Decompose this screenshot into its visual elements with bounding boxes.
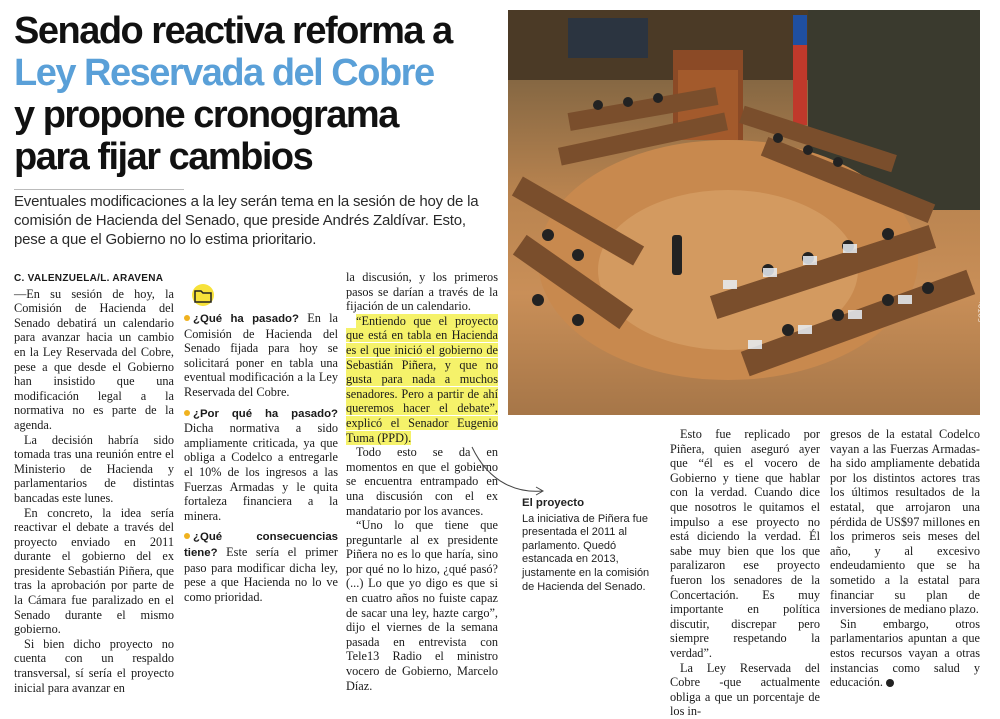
end-mark-icon (886, 679, 894, 687)
bullet-icon (184, 410, 190, 416)
qa-item (184, 311, 338, 400)
paragraph-text: Sin embargo, otros parlamentarios apuntan a que estos recursos vayan a otras instancias como salud y educación. (830, 616, 980, 690)
headline (14, 10, 504, 178)
paragraph (830, 617, 980, 690)
qa-question: ¿Qué ha pasado? (193, 313, 299, 325)
headline-line-3: y propone cronograma (14, 94, 398, 136)
paragraph: La decisión habría sido tomada tras una reunión entre el Ministerio de Hacienda y parlamentarios de distintas bancadas este lunes. (14, 432, 174, 505)
photo-illustration (508, 10, 980, 415)
callout-arrow-icon (470, 445, 550, 500)
quote-highlight: “Entiendo que el proyecto que está en tabla en Hacienda es el que inició el gobierno de Sebastián Piñera, y que no gusta para nada a muchos senadores. Pero a partir de ahí queremos hacer el debate”, explicó el Senador Eugenio Tuma (PPD). (346, 313, 498, 445)
qa-item (184, 529, 338, 604)
article-column-5 (670, 427, 820, 719)
article-column-6 (830, 427, 980, 690)
paragraph: En concreto, la idea sería reactivar el debate a través del proyecto enviado en 2011 durante el gobierno del ex presidente Sebastián Piñera, que tras la aprobación por parte de la Cámara fue paralizado en el Senado durante el mismo gobierno. (14, 505, 174, 637)
qa-answer: En la Comisión de Hacienda del Senado fijada para hoy se solicitará poner en tabla una eventual modificación a la Ley Reservada del Cobre. (184, 311, 338, 399)
highlighted-quote (346, 314, 498, 445)
article-column-1 (14, 272, 174, 695)
bullet-icon (184, 315, 190, 321)
headline-line-2: Ley Reservada del Cobre (14, 52, 434, 94)
qa-question: ¿Por qué ha pasado? (193, 407, 338, 420)
paragraph: La Ley Reservada del Cobre -que actualmente obliga a que un porcentaje de los in- (670, 660, 820, 719)
qa-answer: Este sería el primer paso para modificar dicha ley, pese a que Hacienda no lo ve como prioridad. (184, 544, 338, 604)
sidebar-title: El proyecto (522, 497, 585, 509)
lead-paragraph: Eventuales modificaciones a la ley serán tema en la sesión de hoy de la comisión de Hacienda del Senado, que preside Andrés Zaldívar. Esto, pese a que el Gobierno no lo estima prioritario. (14, 193, 479, 248)
sidebar-text: La iniciativa de Piñera fue presentada el 2011 al parlamento. Quedó estancada en 2013, justamente en la comisión de Hacienda del Senado. (522, 512, 650, 593)
headline-line-4: para fijar cambios (14, 136, 313, 178)
paragraph: —En su sesión de hoy, la Comisión de Hacienda del Senado debatirá un calendario para avanzar hacia un cambio en la Ley Reservada del Cobre, pese a que desde el Gobierno han insistido que una modificación legal a la normativa no es parte de la agenda. (14, 286, 174, 432)
qa-answer: Dicha normativa a sido ampliamente criticada, ya que obliga a Codelco a entregarle el 10% de los ingresos a las Fuerzas Armadas y le quita fortaleza financiera a la minera. (184, 421, 338, 523)
paragraph: Todo esto se da en momentos en que el gobierno se encuentra entrampado en una discusión con el ex mandatario por los avances. (346, 445, 498, 518)
byline: C. VALENZUELA/L. ARAVENA (14, 273, 164, 284)
paragraph: la discusión, y los primeros pasos se darían a través de la fijación de un calendario. (346, 270, 498, 314)
paragraph: Si bien dicho proyecto no cuenta con un respaldo transversal, sí sería el proyecto inicial para avanzar en (14, 636, 174, 695)
sidebar-box (522, 497, 656, 594)
paragraph: Esto fue replicado por Piñera, quien aseguró ayer que “él es el vocero de Gobierno y tiene que hablar con la verdad. Cuando dice que nosotros le quitamos el impulso a ese proyecto no está diciendo la verdad. Él sabe muy bien que los que paralizaron ese proyecto fueron los senadores de la Concertación. Es muy importante en política discutir, discrepar pero siempre respetando la verdad”. (670, 427, 820, 660)
lead-divider (14, 189, 184, 190)
article-column-2-qa (184, 285, 338, 604)
qa-question: ¿Qué consecuencias tiene? (184, 531, 338, 559)
senate-chamber-photo (508, 10, 991, 415)
headline-line-1: Senado reactiva reforma a (14, 10, 452, 52)
paragraph: gresos de la estatal Codelco vayan a las Fuerzas Armadas- ha sido ampliamente debatida por los distintos actores tras los últimos resultados de la estatal, que arrojaron una pérdida de US$97 millones en los primeros seis meses del año, y al excesivo endeudamiento que se ha sometido a la estatal para financiar su plan de inversiones de mediano plazo. (830, 427, 980, 617)
paragraph: “Uno lo que tiene que preguntarle al ex presidente Piñera no es lo que haría, sino por qué no lo hizo, ¿qué pasó? (...) Lo que yo digo es que si en cuatro años no fuiste capaz de sacar una ley, hazte cargo”, dijo el viernes de la semana pasada en entrevista con Tele13 Radio el ministro vocero de Gobierno, Marcelo Díaz. (346, 518, 498, 693)
bullet-icon (184, 533, 190, 539)
qa-item (184, 406, 338, 524)
photo-credit: FOTO: AGENCIAUNO (979, 276, 991, 322)
